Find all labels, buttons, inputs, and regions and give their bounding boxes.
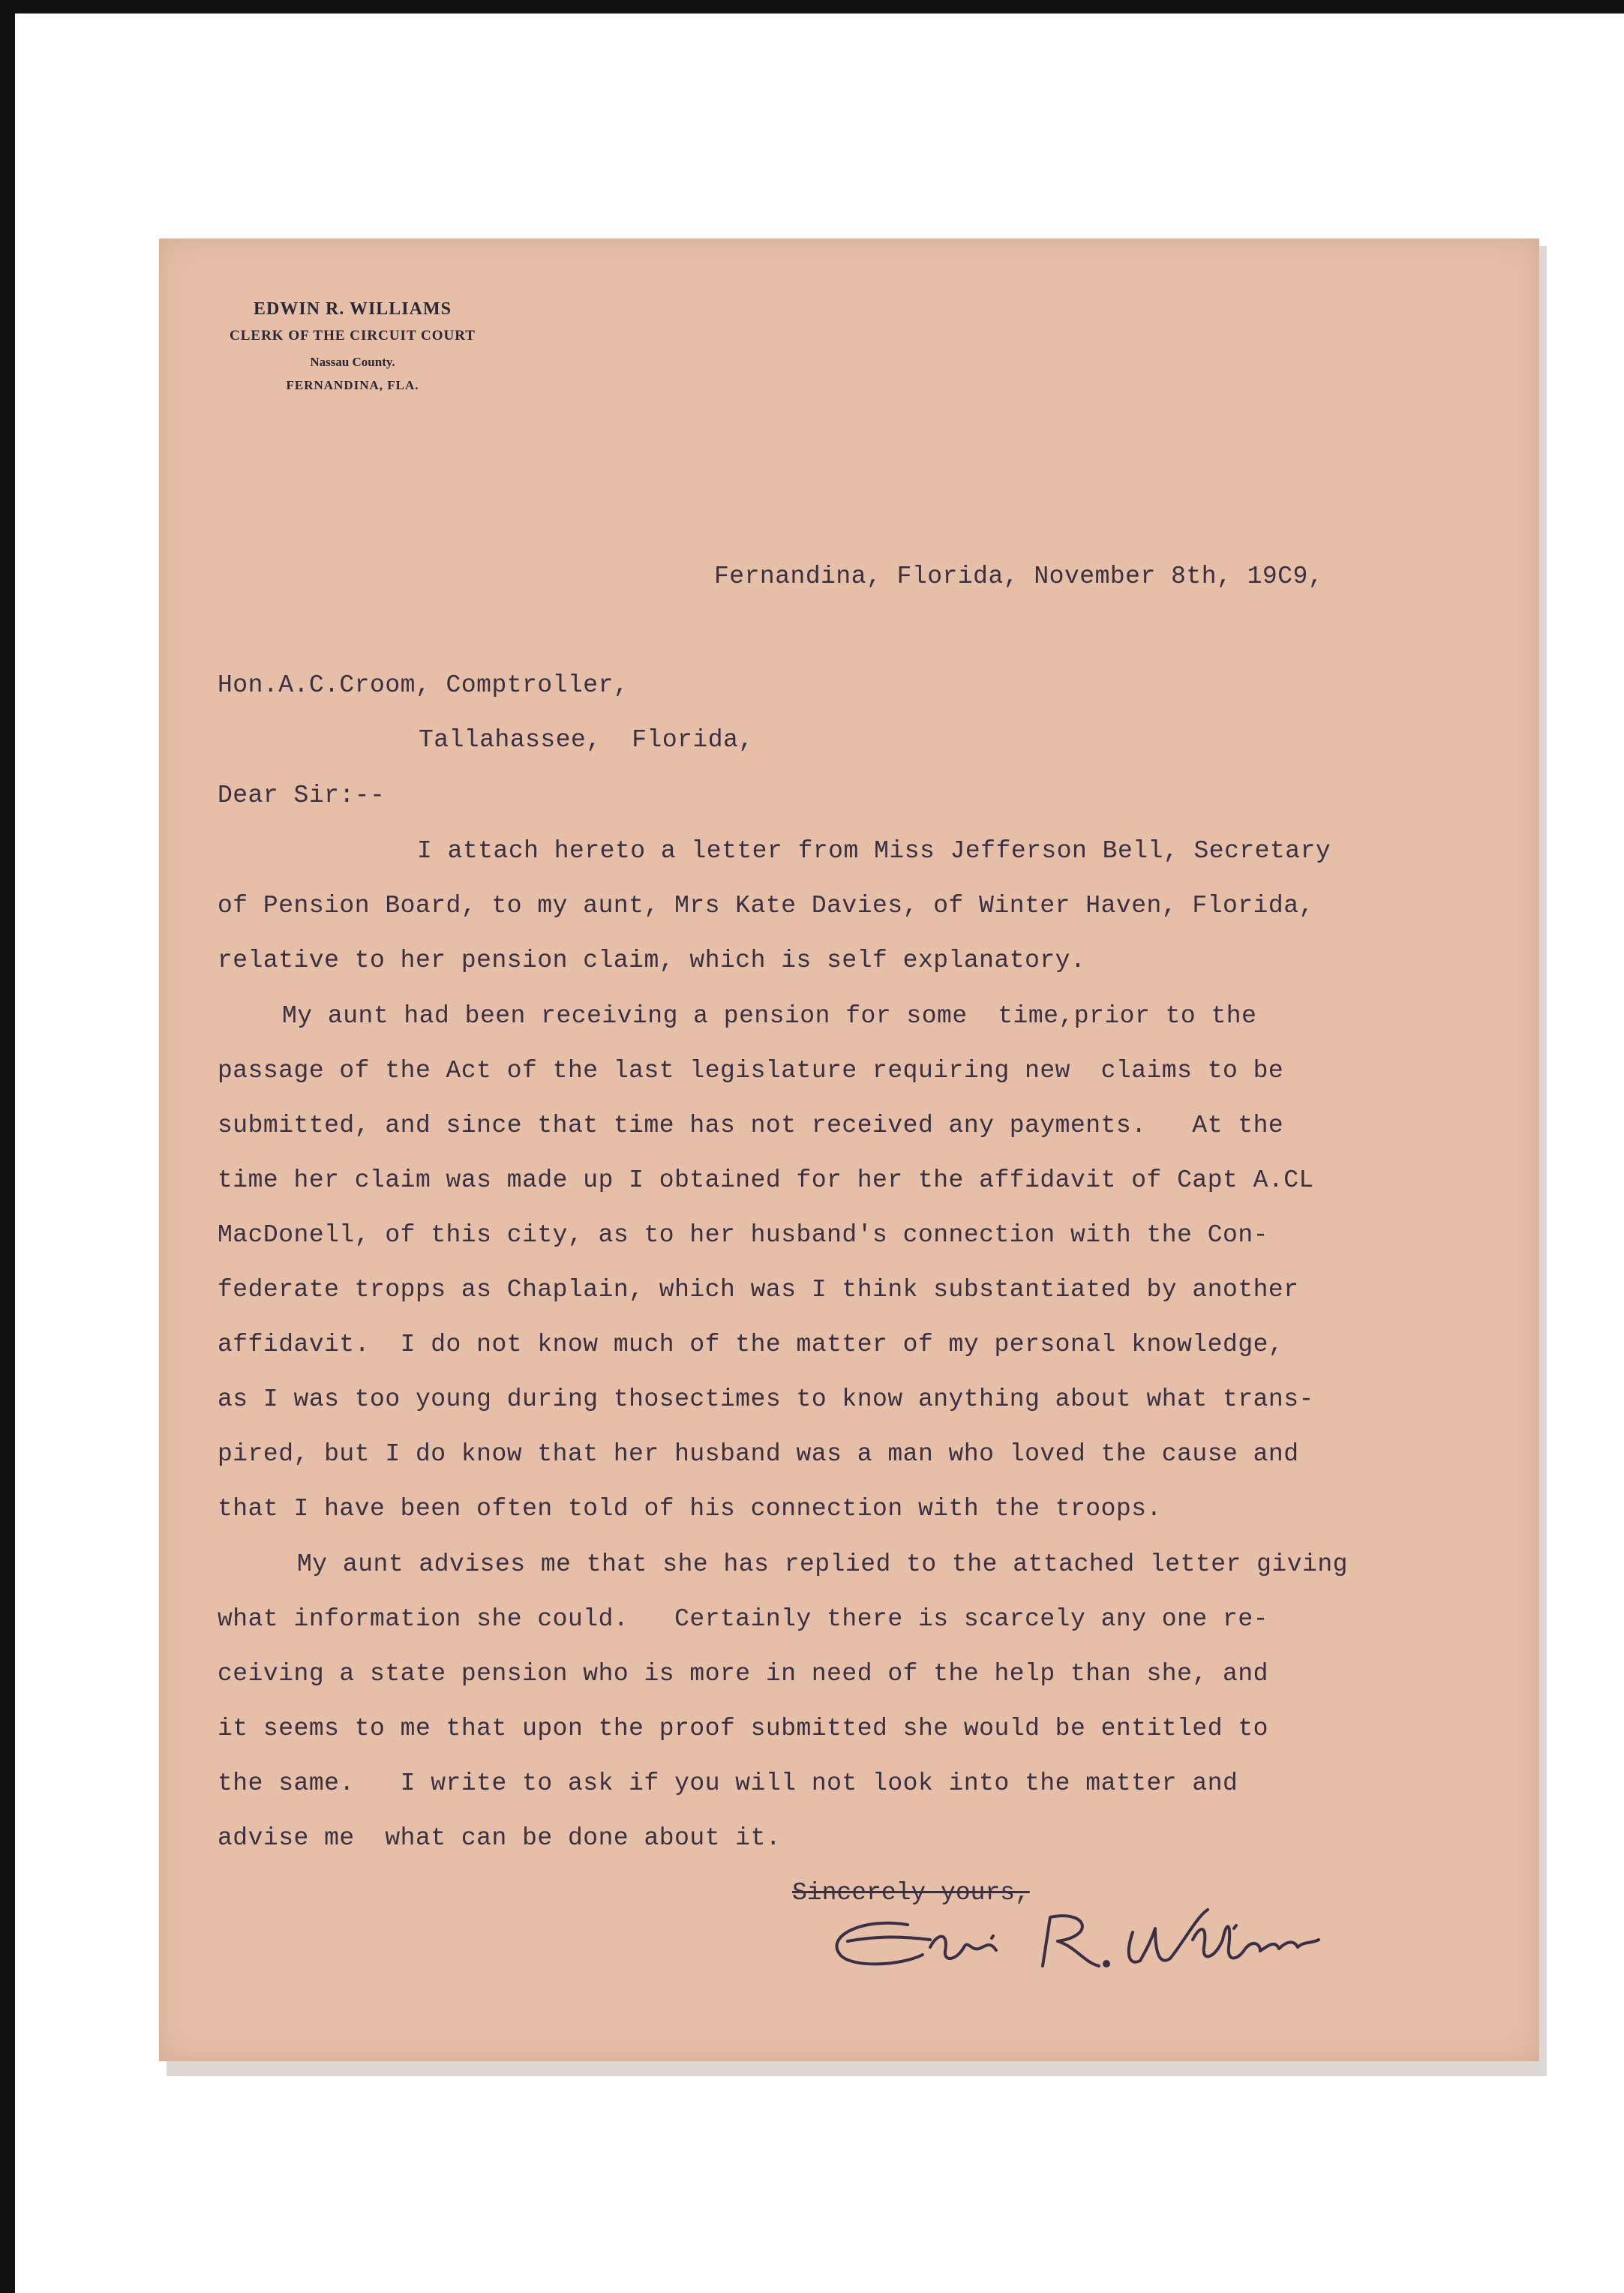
scan-left-border <box>0 0 15 2293</box>
body-line: affidavit. I do not know much of the matter of my personal knowledge, <box>218 1331 1284 1358</box>
body-line: of Pension Board, to my aunt, Mrs Kate Davies, of Winter Haven, Florida, <box>218 892 1314 920</box>
body-line: submitted, and since that time has not received any payments. At the <box>218 1112 1284 1139</box>
letterhead-title: CLERK OF THE CIRCUIT COURT <box>230 328 476 344</box>
body-line: the same. I write to ask if you will not look into the matter and <box>218 1769 1238 1797</box>
body-line: what information she could. Certainly there is scarcely any one re- <box>218 1605 1268 1633</box>
body-line: pired, but I do know that her husband was a man who loved the cause and <box>218 1440 1299 1468</box>
body-line: My aunt advises me that she has replied to the attached letter giving <box>297 1550 1348 1578</box>
body-line: advise me what can be done about it. <box>218 1824 782 1852</box>
letterhead-name: EDWIN R. WILLIAMS <box>254 299 452 319</box>
body-line: it seems to me that upon the proof submitted she would be entitled to <box>218 1715 1268 1742</box>
letterhead-county: Nassau County. <box>310 355 395 369</box>
body-line: passage of the Act of the last legislature requiring new claims to be <box>218 1057 1284 1085</box>
letterhead-city: FERNANDINA, FLA. <box>286 378 419 392</box>
body-line: MacDonell, of this city, as to her husband's connection with the Con- <box>218 1221 1268 1249</box>
body-line: ceiving a state pension who is more in need of the help than she, and <box>218 1660 1268 1688</box>
recipient-line-1: Hon.A.C.Croom, Comptroller, <box>218 671 629 699</box>
salutation: Dear Sir:-- <box>218 782 386 809</box>
dateline: Fernandina, Florida, November 8th, 19C9, <box>714 563 1324 590</box>
body-line: time her claim was made up I obtained for her the affidavit of Capt A.CL <box>218 1166 1314 1194</box>
body-line: relative to her pension claim, which is self explanatory. <box>218 947 1086 974</box>
body-line: I attach hereto a letter from Miss Jefferson Bell, Secretary <box>417 837 1331 865</box>
scan-top-border <box>0 0 1624 14</box>
body-line: My aunt had been receiving a pension for some time,prior to the <box>282 1002 1257 1030</box>
recipient-line-2: Tallahassee, Florida, <box>419 726 754 754</box>
closing: Sincerely yours, <box>792 1879 1030 1907</box>
body-line: that I have been often told of his connection with the troops. <box>218 1495 1162 1523</box>
body-line: as I was too young during thosectimes to know anything about what trans- <box>218 1385 1314 1413</box>
handwritten-signature <box>818 1895 1328 1977</box>
letterhead <box>195 297 510 398</box>
body-line: federate tropps as Chaplain, which was I think substantiated by another <box>218 1276 1299 1304</box>
